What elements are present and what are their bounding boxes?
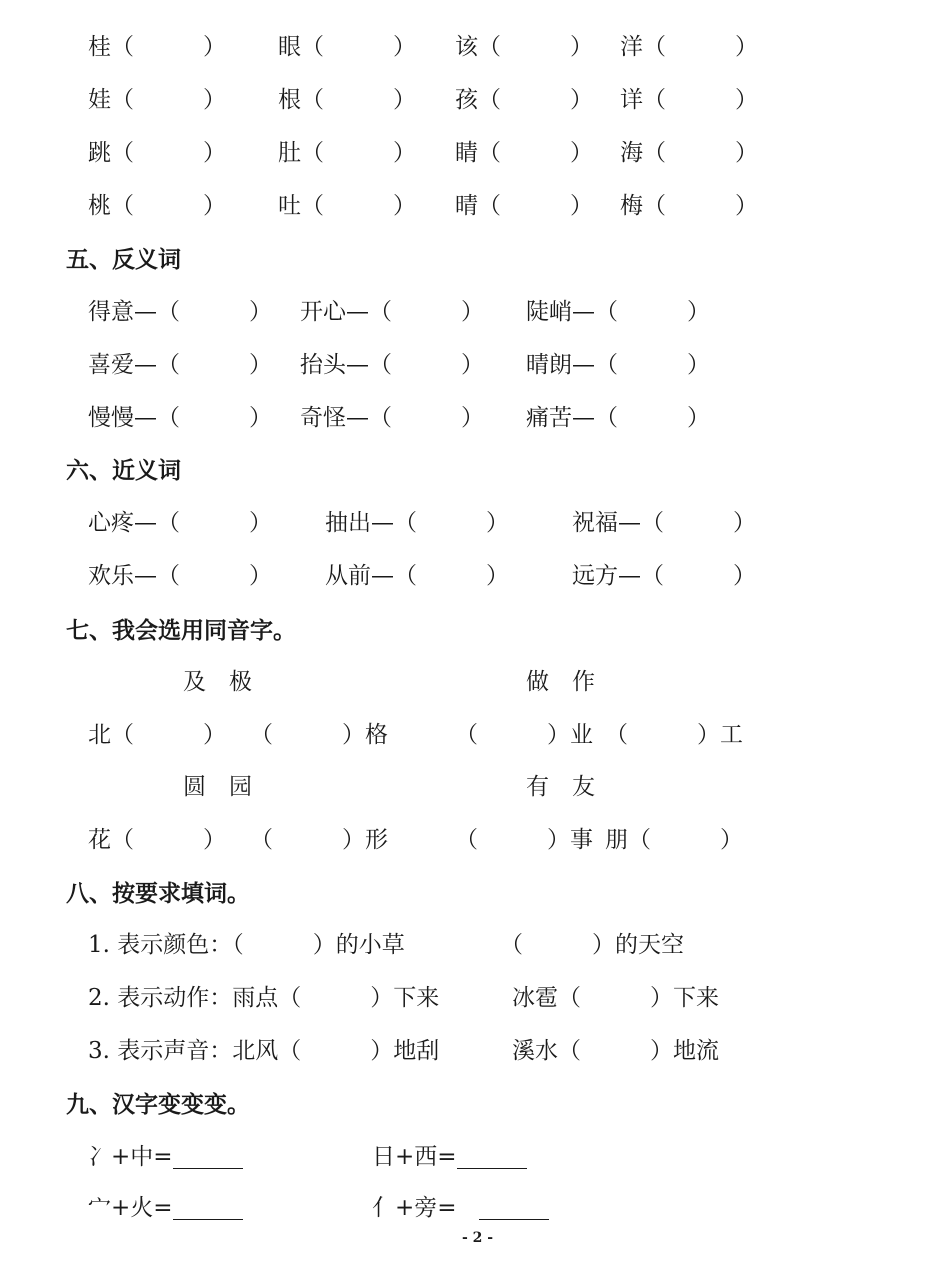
char-combine-1-blank bbox=[173, 1150, 243, 1169]
char-combine-1-text: 冫+中= bbox=[88, 1144, 173, 1170]
char-combine-1 bbox=[88, 1146, 243, 1169]
homophone-2-3: （ ）事 bbox=[455, 827, 593, 853]
char-combine-4 bbox=[372, 1197, 549, 1220]
char-combine-3-text: 宀+火= bbox=[88, 1195, 173, 1221]
form-word-2-4: 详（ ） bbox=[620, 87, 758, 113]
char-combine-2 bbox=[372, 1146, 527, 1169]
section6-title: 六、近义词 bbox=[66, 457, 181, 484]
form-word-3-1: 跳（ ） bbox=[88, 140, 226, 166]
form-word-4-4: 梅（ ） bbox=[620, 193, 758, 219]
antonym-1-2: 开心—（ ） bbox=[300, 299, 484, 325]
synonym-1-2: 抽出—（ ） bbox=[325, 510, 509, 536]
section5-title: 五、反义词 bbox=[66, 246, 181, 273]
fill-word-3-1: 3. 表示声音：北风（ ）地刮 bbox=[88, 1038, 440, 1064]
fill-word-2-1: 2. 表示动作：雨点（ ）下来 bbox=[88, 985, 440, 1011]
antonym-2-3: 晴朗—（ ） bbox=[526, 352, 710, 378]
homophone-pair-1-left: 及 极 bbox=[183, 669, 252, 695]
homophone-pair-1-right: 做 作 bbox=[526, 669, 595, 695]
form-word-1-3: 该（ ） bbox=[455, 34, 593, 60]
char-combine-4-blank bbox=[479, 1201, 549, 1220]
homophone-2-4: 朋（ ） bbox=[605, 827, 743, 853]
char-combine-3-blank bbox=[173, 1201, 243, 1220]
antonym-1-1: 得意—（ ） bbox=[88, 299, 272, 325]
form-word-2-1: 娃（ ） bbox=[88, 87, 226, 113]
antonym-3-2: 奇怪—（ ） bbox=[300, 405, 484, 431]
fill-word-1-1: 1. 表示颜色：（ ）的小草 bbox=[88, 932, 405, 958]
form-word-4-3: 晴（ ） bbox=[455, 193, 593, 219]
homophone-1-4: （ ）工 bbox=[605, 722, 743, 748]
synonym-2-3: 远方—（ ） bbox=[572, 563, 756, 589]
synonym-2-1: 欢乐—（ ） bbox=[88, 563, 272, 589]
form-word-1-1: 桂（ ） bbox=[88, 34, 226, 60]
synonym-1-1: 心疼—（ ） bbox=[88, 510, 272, 536]
section8-title: 八、按要求填词。 bbox=[66, 880, 250, 907]
antonym-3-1: 慢慢—（ ） bbox=[88, 405, 272, 431]
synonym-1-3: 祝福—（ ） bbox=[572, 510, 756, 536]
char-combine-3 bbox=[88, 1197, 243, 1220]
char-combine-2-text: 日+西= bbox=[372, 1144, 457, 1170]
homophone-1-2: （ ）格 bbox=[250, 722, 388, 748]
form-word-1-4: 洋（ ） bbox=[620, 34, 758, 60]
form-word-1-2: 眼（ ） bbox=[278, 34, 416, 60]
antonym-1-3: 陡峭—（ ） bbox=[526, 299, 710, 325]
antonym-3-3: 痛苦—（ ） bbox=[526, 405, 710, 431]
form-word-3-4: 海（ ） bbox=[620, 140, 758, 166]
form-word-3-2: 肚（ ） bbox=[278, 140, 416, 166]
homophone-pair-2-left: 圆 园 bbox=[183, 774, 252, 800]
form-word-2-3: 孩（ ） bbox=[455, 87, 593, 113]
antonym-2-2: 抬头—（ ） bbox=[300, 352, 484, 378]
char-combine-2-blank bbox=[457, 1150, 527, 1169]
form-word-4-2: 吐（ ） bbox=[278, 193, 416, 219]
homophone-1-3: （ ）业 bbox=[455, 722, 593, 748]
homophone-2-1: 花（ ） bbox=[88, 827, 226, 853]
fill-word-3-2: 溪水（ ）地流 bbox=[512, 1038, 719, 1064]
form-word-2-2: 根（ ） bbox=[278, 87, 416, 113]
page-number: - 2 - bbox=[462, 1230, 494, 1246]
form-word-3-3: 睛（ ） bbox=[455, 140, 593, 166]
homophone-pair-2-right: 有 友 bbox=[526, 774, 595, 800]
section9-title: 九、汉字变变变。 bbox=[66, 1091, 250, 1118]
synonym-2-2: 从前—（ ） bbox=[325, 563, 509, 589]
fill-word-1-2: （ ）的天空 bbox=[500, 932, 684, 958]
form-word-4-1: 桃（ ） bbox=[88, 193, 226, 219]
char-combine-4-text: 亻+旁= bbox=[372, 1195, 457, 1221]
homophone-1-1: 北（ ） bbox=[88, 722, 226, 748]
antonym-2-1: 喜爱—（ ） bbox=[88, 352, 272, 378]
homophone-2-2: （ ）形 bbox=[250, 827, 388, 853]
fill-word-2-2: 冰雹（ ）下来 bbox=[512, 985, 719, 1011]
section7-title: 七、我会选用同音字。 bbox=[66, 617, 296, 644]
